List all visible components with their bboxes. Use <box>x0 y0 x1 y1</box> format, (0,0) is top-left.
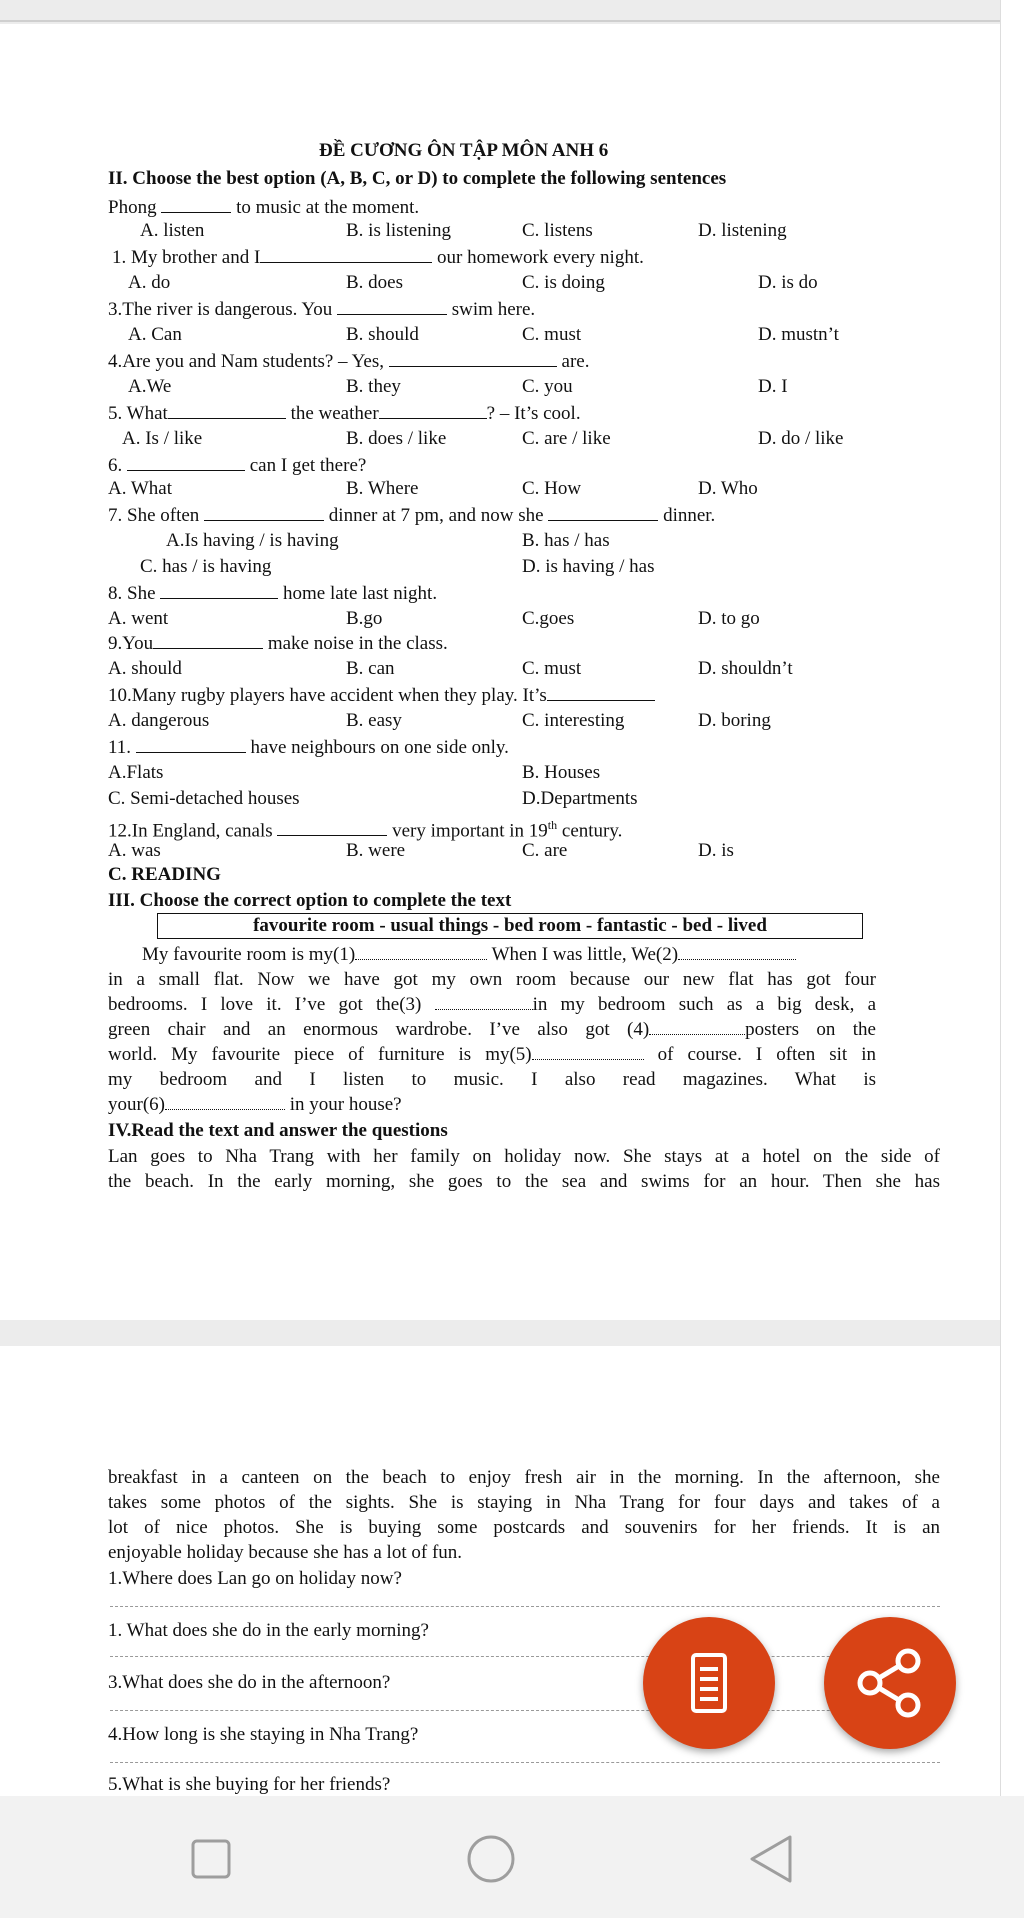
option-c[interactable]: C. you <box>522 376 573 397</box>
question-stem: 1. My brother and I our homework every night. <box>112 247 644 268</box>
option-a[interactable]: A. went <box>108 608 169 629</box>
question-stem: 9.You make noise in the class. <box>108 633 448 654</box>
option-a[interactable]: A. dangerous <box>108 710 210 731</box>
option-c[interactable]: C. are <box>522 840 568 861</box>
option-a[interactable]: A. Is / like <box>122 428 203 449</box>
navigation-bar <box>0 1796 1024 1918</box>
option-b[interactable]: B. can <box>346 658 395 679</box>
triangle-back-icon[interactable] <box>748 1834 794 1884</box>
option-d[interactable]: D. listening <box>698 220 787 241</box>
option-d[interactable]: D.Departments <box>522 788 638 809</box>
question-5: 5.What is she buying for her friends? <box>108 1774 391 1795</box>
top-divider <box>0 20 1000 22</box>
option-a[interactable]: A.We <box>128 376 172 397</box>
question-stem: Phong to music at the moment. <box>108 197 420 218</box>
document-title: ĐỀ CƯƠNG ÔN TẬP MÔN ANH 6 <box>319 140 609 161</box>
section3-heading: III. Choose the correct option to complete the text <box>108 890 512 911</box>
option-c[interactable]: C. Semi-detached houses <box>108 788 300 809</box>
answer-line[interactable] <box>110 1606 940 1607</box>
reading-heading: C. READING <box>108 864 221 885</box>
option-b[interactable]: B. is listening <box>346 220 452 241</box>
answer-line[interactable] <box>110 1762 940 1763</box>
question-stem: 11. have neighbours on one side only. <box>108 737 509 758</box>
option-c[interactable]: C. listens <box>522 220 593 241</box>
question-stem: 3.The river is dangerous. You swim here. <box>108 299 536 320</box>
option-a[interactable]: A.Flats <box>108 762 164 783</box>
option-a[interactable]: A. do <box>128 272 171 293</box>
option-a[interactable]: A. should <box>108 658 182 679</box>
option-c[interactable]: C. must <box>522 658 582 679</box>
option-c[interactable]: C. How <box>522 478 582 499</box>
option-d[interactable]: D. mustn’t <box>758 324 839 345</box>
question-3: 3.What does she do in the afternoon? <box>108 1672 391 1693</box>
word-box: favourite room - usual things - bed room - fantastic - bed - lived <box>157 913 863 939</box>
list-icon <box>643 1617 775 1749</box>
reading-passage-part1: Lan goes to Nha Trang with her family on holiday now. She stays at a hotel on the side of the beach. In the early morning, she goes to the sea and swims for an hour. Then she has <box>108 1146 940 1192</box>
question-1: 1.Where does Lan go on holiday now? <box>108 1568 402 1589</box>
question-4: 4.How long is she staying in Nha Trang? <box>108 1724 419 1745</box>
option-a[interactable]: A. What <box>108 478 173 499</box>
option-b[interactable]: B. does / like <box>346 428 447 449</box>
answer-line[interactable] <box>110 1710 940 1711</box>
option-c[interactable]: C.goes <box>522 608 575 629</box>
option-d[interactable]: D. do / like <box>758 428 844 449</box>
option-d[interactable]: D. is <box>698 840 734 861</box>
option-b[interactable]: B. does <box>346 272 403 293</box>
question-stem: 12.In England, canals very important in 19th century. <box>108 818 623 842</box>
answer-line[interactable] <box>110 1656 940 1657</box>
option-d[interactable]: D. Who <box>698 478 758 499</box>
option-b[interactable]: B. were <box>346 840 406 861</box>
option-b[interactable]: B.go <box>346 608 383 629</box>
square-icon[interactable] <box>190 1838 232 1880</box>
option-a[interactable]: A.Is having / is having <box>166 530 339 551</box>
menu-button[interactable] <box>643 1617 775 1749</box>
option-d[interactable]: D. is do <box>758 272 818 293</box>
option-c[interactable]: C. must <box>522 324 582 345</box>
section4-heading: IV.Read the text and answer the questions <box>108 1120 448 1141</box>
section2-heading: II. Choose the best option (A, B, C, or D) to complete the following sentences <box>108 168 727 189</box>
option-d[interactable]: D. I <box>758 376 788 397</box>
option-b[interactable]: B. Houses <box>522 762 601 783</box>
question-stem: 8. She home late last night. <box>108 583 438 604</box>
option-d[interactable]: D. to go <box>698 608 760 629</box>
question-stem: 4.Are you and Nam students? – Yes, are. <box>108 351 590 372</box>
option-b[interactable]: B. they <box>346 376 401 397</box>
question-2: 1. What does she do in the early morning? <box>108 1620 429 1641</box>
option-a[interactable]: A. was <box>108 840 161 861</box>
option-a[interactable]: A. listen <box>140 220 205 241</box>
option-b[interactable]: B. has / has <box>522 530 610 551</box>
question-stem: 7. She often dinner at 7 pm, and now she dinner. <box>108 505 716 526</box>
option-c[interactable]: C. is doing <box>522 272 605 293</box>
option-c[interactable]: C. has / is having <box>140 556 272 577</box>
option-c[interactable]: C. are / like <box>522 428 611 449</box>
question-stem: 5. What the weather ? – It’s cool. <box>108 403 581 424</box>
cloze-passage: My favourite room is my(1) When I was little, We(2) in a small flat. Now we have got my own room because our new flat has got four bedrooms. I love it. I’ve got the(3) in my bedroom such as a big desk, a green chair and an enormous wardrobe. I’ve also got (4) posters on the world. My favourite piece of furniture is my(5) of course. I often sit in my bedroom and I listen to music. I also read magazines. What is your(6) in your house? <box>108 944 877 1115</box>
share-button[interactable] <box>824 1617 956 1749</box>
option-b[interactable]: B. easy <box>346 710 402 731</box>
option-d[interactable]: D. is having / has <box>522 556 655 577</box>
reading-passage-part2: breakfast in a canteen on the beach to enjoy fresh air in the morning. In the afternoon, she takes some photos of the sights. She is staying in Nha Trang for four days and takes of a lot of nice photos. She is buying some postcards and souvenirs for her friends. It is an enjoyable holiday because she has a lot of fun. <box>108 1467 940 1563</box>
option-a[interactable]: A. Can <box>128 324 182 345</box>
question-stem: 10.Many rugby players have accident when they play. It’s <box>108 684 655 707</box>
share-icon <box>824 1617 956 1749</box>
option-d[interactable]: D. shouldn’t <box>698 658 793 679</box>
option-c[interactable]: C. interesting <box>522 710 625 731</box>
option-b[interactable]: B. Where <box>346 478 419 499</box>
option-b[interactable]: B. should <box>346 324 419 345</box>
question-stem: 6. can I get there? <box>108 455 367 476</box>
option-d[interactable]: D. boring <box>698 710 771 731</box>
scrollbar[interactable] <box>1000 0 1024 1796</box>
circle-icon[interactable] <box>466 1834 516 1884</box>
